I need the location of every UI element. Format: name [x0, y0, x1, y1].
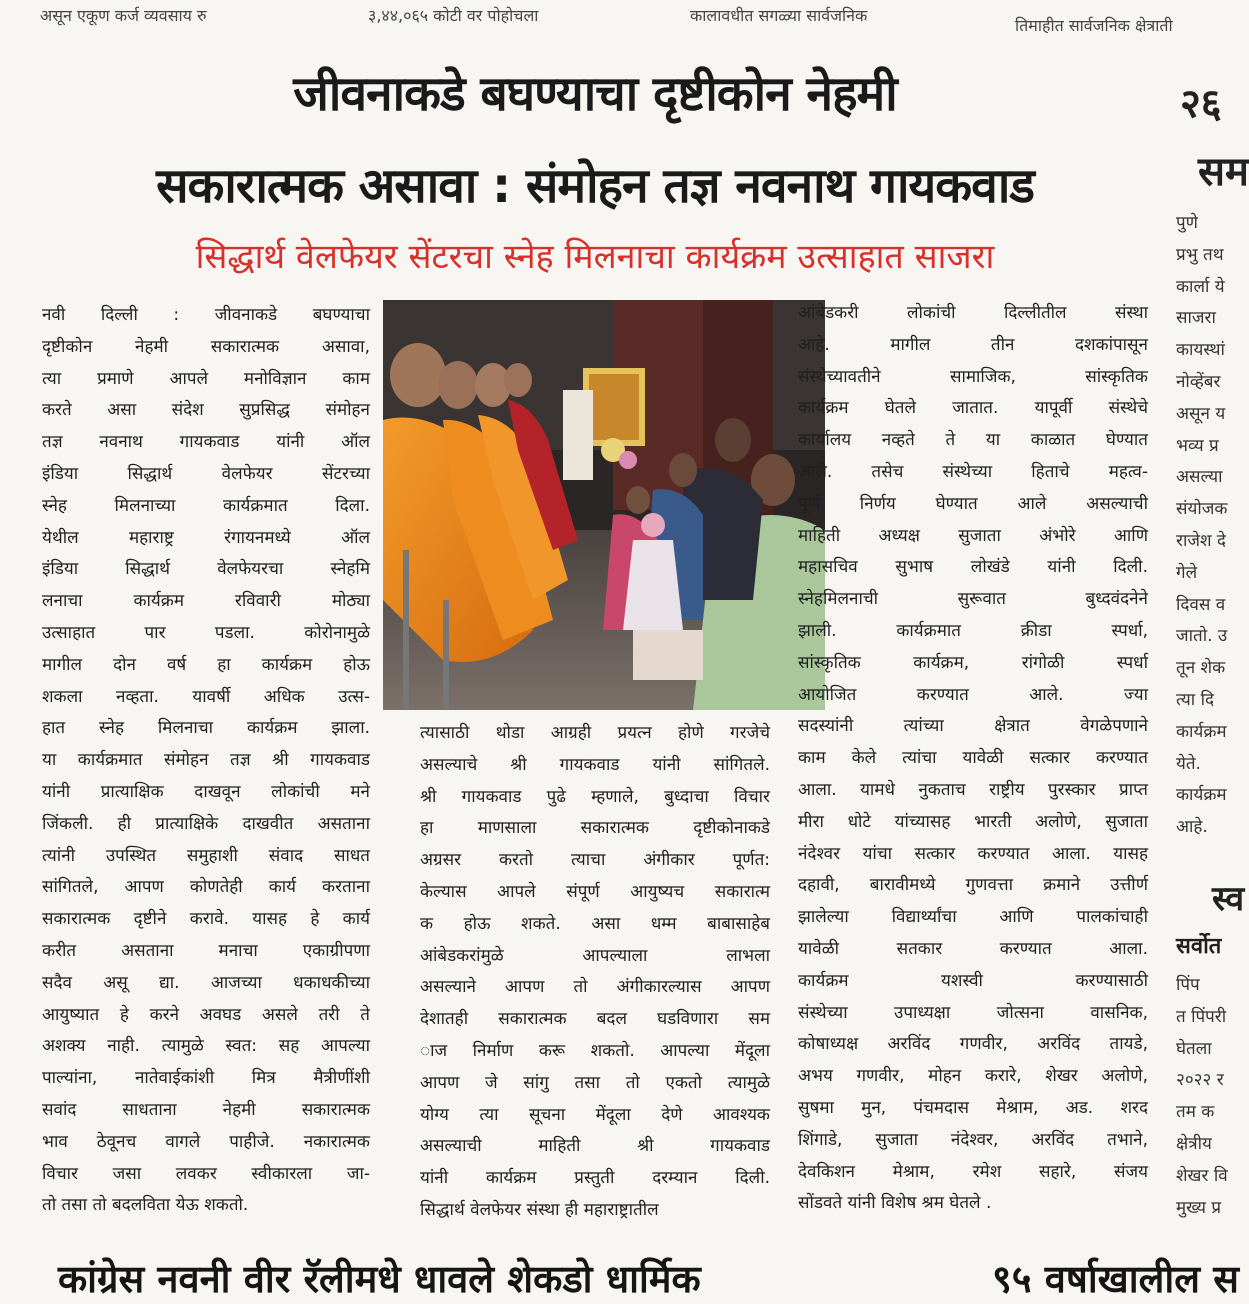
article-line: तज्ञ नवनाथ गायकवाड यांनी ऑल	[42, 432, 370, 453]
article-line: पाल्यांना, नातेवाईकांशी मित्र मैत्रीणींशी	[42, 1068, 370, 1089]
article-line: केल्यास आपले संपूर्ण आयुष्यच सकारात्म	[420, 881, 770, 902]
article-line: सदस्यांनी त्यांच्या क्षेत्रात वेगळेपणाने	[798, 716, 1148, 737]
article-line: लनाचा कार्यक्रम रविवारी मोठ्या	[42, 591, 370, 612]
article-line: आयुष्यात हे करने अवघड असले तरी ते	[42, 1004, 370, 1025]
article-line: आले. तसेच संस्थेच्या हिताचे महत्व-	[798, 461, 1148, 482]
adjacent-line: साजरा	[1176, 308, 1216, 329]
event-photo	[383, 300, 825, 710]
article-line: अभय गणवीर, मोहन करारे, शेखर अलोणे,	[798, 1066, 1148, 1087]
article-line: शिंगाडे, सुजाता नंदेश्वर, अरविंद तभाने,	[798, 1129, 1148, 1150]
article-line: यावेळी सतकार करण्यात आला.	[798, 938, 1148, 959]
adjacent-body-2	[1176, 970, 1246, 1224]
article-line: संस्थेच्यावतीने सामाजिक, सांस्कृतिक	[798, 366, 1148, 387]
article-line: सकारात्मक दृष्टीने करावे. यासह हे कार्य	[42, 909, 370, 930]
article-line: भाव ठेवूनच वागले पाहीजे. नकारात्मक	[42, 1131, 370, 1152]
adjacent-line: कार्यक्रम	[1176, 785, 1227, 806]
adjacent-line: प्रभु तथ	[1176, 244, 1224, 265]
article-line: शकला नव्हता. यावर्षी अधिक उत्स-	[42, 686, 370, 707]
article-line: स्नेहमिलनाची सुरूवात बुध्दवंदनेने	[798, 589, 1148, 610]
article-line: माहिती अध्यक्ष सुजाता अंभोरे आणि	[798, 525, 1148, 546]
article-line: आयोजित करण्यात आले. ज्या	[798, 684, 1148, 705]
article-line: यांनी प्रात्याक्षिक दाखवून लोकांची मने	[42, 781, 370, 802]
article-line: सुषमा मुन, पंचमदास मेश्राम, अड. शरद	[798, 1097, 1148, 1118]
adjacent-line: भव्य प्र	[1176, 435, 1219, 456]
article-line: इंडिया सिद्धार्थ वेलफेयर सेंटरच्या	[42, 463, 370, 484]
article-line: असल्याचे श्री गायकवाड यांनी सांगितले.	[420, 754, 770, 775]
adjacent-line: जातो. उ	[1176, 626, 1228, 647]
top-strip-text-1: असून एकूण कर्ज व्यवसाय रु	[40, 6, 207, 25]
adjacent-line: कायस्थां	[1176, 340, 1225, 361]
article-line: कोषाध्यक्ष अरविंद गणवीर, अरविंद तायडे,	[798, 1034, 1148, 1055]
article-line: सांस्कृतिक कार्यक्रम, रांगोळी स्पर्धा	[798, 652, 1148, 673]
adjacent-line: शेखर वि	[1176, 1165, 1228, 1186]
article-line: सदैव असू द्या. आजच्या धकाधकीच्या	[42, 972, 370, 993]
article-line: विचार जसा लवकर स्वीकारला जा-	[42, 1163, 370, 1184]
adjacent-line: असून य	[1176, 403, 1226, 424]
article-line: श्री गायकवाड पुढे म्हणाले, बुध्दाचा विचार	[420, 786, 770, 807]
adjacent-headline-1: २६	[1180, 81, 1222, 127]
adjacent-line: राजेश दे	[1176, 530, 1226, 551]
article-line: त्या प्रमाणे आपले मनोविज्ञान काम	[42, 368, 370, 389]
article-line: असल्याने आपण तो अंगीकारल्यास आपण	[420, 977, 770, 998]
top-strip-text-3: कालावधीत सगळ्या सार्वजनिक	[690, 6, 868, 25]
adjacent-line: त्या दि	[1176, 689, 1215, 710]
article-line: आला. यामधे नुकताच राष्ट्रीय पुरस्कार प्राप्त	[798, 779, 1148, 800]
article-column-1	[42, 300, 370, 1222]
article-line: आपण जे सांगु तसा तो एकतो त्यामुळे	[420, 1072, 770, 1093]
article-line: झाली. कार्यक्रमात क्रीडा स्पर्धा,	[798, 620, 1148, 641]
article-line: या कार्यक्रमात संमोहन तज्ञ श्री गायकवाड	[42, 750, 370, 771]
article-line: त्यासाठी थोडा आग्रही प्रयत्न होणे गरजेचे	[420, 723, 770, 743]
article-line: उत्साहात पार पडला. कोरोनामुळे	[42, 622, 370, 643]
article-line: आंबेडकरी लोकांची दिल्लीतील संस्था	[798, 303, 1148, 323]
article-column-2	[420, 718, 770, 1227]
article-line: यांनी कार्यक्रम प्रस्तुती दरम्यान दिली.	[420, 1168, 770, 1189]
bottom-headline-right: ९५ वर्षाखालील स	[992, 1257, 1239, 1301]
article-line: नंदेश्वर यांचा सत्कार करण्यात आला. यासह	[798, 843, 1148, 864]
article-line: योग्य त्या सूचना मेंदूला देणे आवश्यक	[420, 1104, 770, 1125]
adjacent-line: पिंप	[1176, 975, 1200, 995]
headline-line-2: सकारात्मक असावा : संमोहन तज्ञ नवनाथ गायकवाड	[156, 158, 1034, 214]
article-line: मागील दोन वर्ष हा कार्यक्रम होऊ	[42, 654, 370, 675]
article-line: नवी दिल्ली : जीवनाकडे बघण्याचा	[42, 305, 370, 325]
adjacent-line: दिवस व	[1176, 594, 1226, 615]
article-line: करते असा संदेश सुप्रसिद्ध संमोहन	[42, 400, 370, 421]
adjacent-line: मुख्य प्र	[1176, 1197, 1222, 1218]
adjacent-line: कार्ला ये	[1176, 276, 1225, 297]
adjacent-line: कार्यक्रम	[1176, 721, 1227, 742]
article-line: सोंडवते यांनी विशेष श्रम घेतले .	[798, 1193, 992, 1214]
article-line: हात स्नेह मिलनाचा कार्यक्रम झाला.	[42, 718, 370, 739]
top-strip-text-4: तिमाहीत सार्वजनिक क्षेत्राती	[1015, 16, 1173, 35]
article-line: असल्याची माहिती श्री गायकवाड	[420, 1136, 770, 1157]
article-line: पूर्ण निर्णय घेण्यात आले असल्याची	[798, 493, 1148, 514]
article-line: सिद्धार्थ वेलफेयर संस्था ही महाराष्ट्रातील	[420, 1199, 659, 1220]
adjacent-line: संयोजक	[1176, 499, 1228, 520]
adjacent-article	[1158, 50, 1249, 1280]
adjacent-line: त पिंपरी	[1176, 1006, 1227, 1027]
article-line: सांगितले, आपण कोणतेही कार्य करताना	[42, 877, 370, 898]
adjacent-line: पुणे	[1176, 213, 1198, 233]
article-line: इंडिया सिद्धार्थ वेलफेयरचा स्नेहमि	[42, 559, 370, 580]
article-line: देवकिशन मेश्राम, रमेश सहारे, संजय	[798, 1161, 1148, 1182]
article-line: क होऊ शकते. असा धम्म बाबासाहेब	[420, 913, 770, 934]
article-line: कार्यालय नव्हते ते या काळात घेण्यात	[798, 430, 1148, 451]
article-line: आहे. मागील तीन दशकांपासून	[798, 334, 1148, 355]
article-line: अग्रसर करतो त्याचा अंगीकार पूर्णत:	[420, 850, 770, 871]
adjacent-headline-3: स्व	[1212, 879, 1245, 919]
adjacent-line: असल्या	[1176, 467, 1223, 488]
adjacent-line: तून शेक	[1176, 658, 1226, 679]
bottom-headline-left: कांग्रेस नवनी वीर रॅलीमधे धावले शेकडो धार्मिक	[58, 1257, 701, 1301]
article-line: मीरा धोटे यांच्यासह भारती अलोणे, सुजाता	[798, 811, 1148, 832]
article-line: स्नेह मिलनाच्या कार्यक्रमात दिला.	[42, 495, 370, 516]
article-line: महासचिव सुभाष लोखंडे यांनी दिली.	[798, 557, 1148, 578]
event-photo-image	[383, 300, 825, 710]
adjacent-line: २०२२ र	[1176, 1070, 1224, 1091]
article-line: जिंकली. ही प्रात्याक्षिके दाखवीत असताना	[42, 813, 370, 834]
article-line: येथील महाराष्ट्र रंगायनमध्ये ऑल	[42, 527, 370, 548]
article-line: अशक्य नाही. त्यामुळे स्वत: सह आपल्या	[42, 1036, 370, 1057]
article-line: सवांद साधताना नेहमी सकारात्मक	[42, 1099, 370, 1120]
article-column-3	[798, 298, 1148, 1220]
adjacent-line: गेले	[1176, 562, 1198, 583]
adjacent-body-1	[1176, 208, 1246, 844]
article-line: काम केले त्यांचा यावेळी सत्कार करण्यात	[798, 748, 1148, 769]
headline-line-1: जीवनाकडे बघण्याचा दृष्टीकोन नेहमी	[293, 66, 897, 122]
article-line: संस्थेच्या उपाध्यक्षा जोत्सना वासनिक,	[798, 1002, 1148, 1023]
article-line: झालेल्या विद्यार्थ्यांचा आणि पालकांचाही	[798, 907, 1148, 928]
article-line: आंबेडकरांमुळे आपल्याला लाभला	[420, 945, 770, 966]
sub-headline: सिद्धार्थ वेलफेयर सेंटरचा स्नेह मिलनाचा कार्यक्रम उत्साहात साजरा	[195, 237, 995, 277]
top-strip-text-2: ३,४४,०६५ कोटी वर पोहोचला	[368, 6, 539, 25]
article-line: कार्यक्रम घेतले जातात. यापूर्वी संस्थेचे	[798, 398, 1148, 419]
article-line: देशातही सकारात्मक बदल घडविणारा सम	[420, 1009, 770, 1030]
adjacent-line: येते.	[1176, 753, 1201, 774]
adjacent-line: घेतला	[1176, 1038, 1212, 1059]
adjacent-line: तम क	[1176, 1102, 1215, 1123]
adjacent-line: नोव्हेंबर	[1176, 371, 1221, 392]
adjacent-line: क्षेत्रीय	[1176, 1133, 1212, 1154]
article-line: दृष्टीकोन नेहमी सकारात्मक असावा,	[42, 336, 370, 357]
article-line: दहावी, बारावीमध्ये गुणवत्ता क्रमाने उत्तीर्ण	[798, 875, 1148, 896]
article-line: करीत असताना मनाचा एकाग्रीपणा	[42, 940, 370, 961]
article-line: तो तसा तो बदलविता येऊ शकतो.	[42, 1195, 249, 1216]
article-line: त्यांनी उपस्थित समुहाशी संवाद साधत	[42, 845, 370, 866]
adjacent-headline-2: सम	[1198, 149, 1249, 195]
article-line: कार्यक्रम यशस्वी करण्यासाठी	[798, 970, 1148, 991]
article-line: हा माणसाला सकारात्मक दृष्टीकोनाकडे	[420, 818, 770, 839]
adjacent-line: आहे.	[1176, 817, 1208, 838]
adjacent-subhead: सर्वोत	[1176, 934, 1222, 959]
article-line: ाज निर्माण करू शकतो. आपल्या मेंदूला	[420, 1040, 770, 1061]
